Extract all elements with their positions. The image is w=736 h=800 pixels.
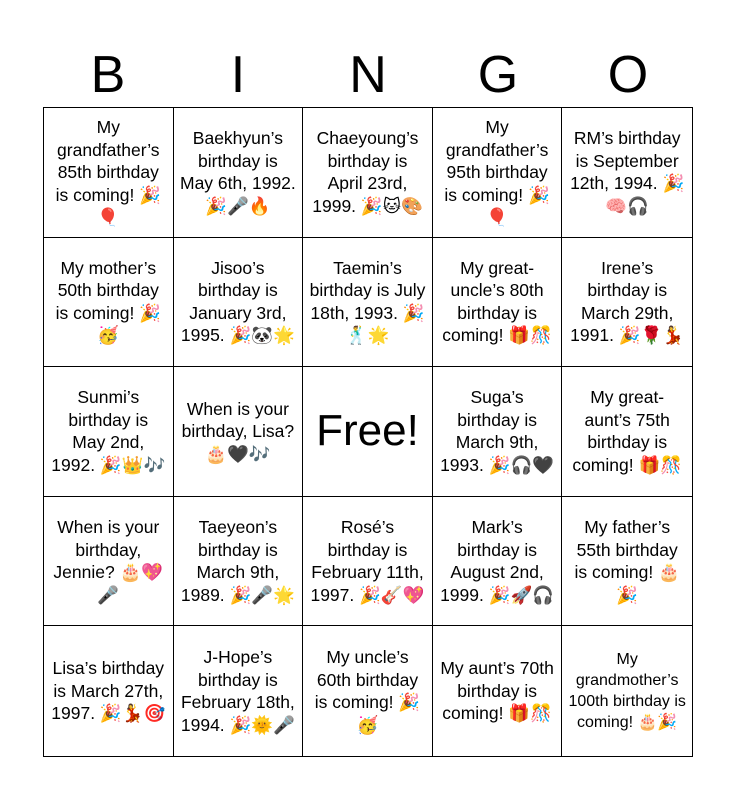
bingo-cell[interactable] bbox=[433, 626, 563, 756]
bingo-cell[interactable] bbox=[174, 497, 304, 627]
bingo-header bbox=[43, 40, 693, 110]
free-cell-text: Free! bbox=[316, 406, 419, 456]
bingo-cell[interactable] bbox=[44, 367, 174, 497]
bingo-cell[interactable] bbox=[174, 367, 304, 497]
bingo-cell[interactable] bbox=[433, 497, 563, 627]
cell-text: When is your birthday, Lisa? 🎂🖤🎶 bbox=[181, 398, 295, 464]
cell-text: Sunmi’s birthday is May 2nd, 1992. 🎉👑🎶 bbox=[51, 387, 166, 475]
cell-text: Jisoo’s birthday is January 3rd, 1995. 🎉🐼🌟 bbox=[180, 257, 295, 346]
bingo-cell[interactable] bbox=[303, 108, 433, 238]
cell-text: My aunt’s 70th birthday is coming! 🎁🎊 bbox=[440, 658, 554, 724]
bingo-cell[interactable] bbox=[174, 626, 304, 756]
header-letter-n: N bbox=[349, 46, 387, 104]
bingo-cell[interactable] bbox=[562, 367, 692, 497]
cell-text: Lisa’s birthday is March 27th, 1997. 🎉💃🎯 bbox=[51, 658, 166, 724]
cell-text: My grandfather’s 85th birthday is coming! 🎉🎈 bbox=[55, 117, 162, 228]
bingo-grid bbox=[43, 107, 693, 757]
cell-text: My mother’s 50th birthday is coming! 🎉🥳 bbox=[55, 257, 162, 346]
bingo-cell[interactable] bbox=[433, 367, 563, 497]
bingo-cell[interactable] bbox=[562, 497, 692, 627]
cell-text: Taemin’s birthday is July 18th, 1993. 🎉🕺🌟 bbox=[309, 257, 426, 346]
bingo-cell[interactable] bbox=[433, 108, 563, 238]
bingo-cell[interactable] bbox=[174, 238, 304, 368]
cell-text: My great-uncle’s 80th birthday is coming! 🎁🎊 bbox=[442, 257, 552, 346]
header-letter-b: B bbox=[90, 46, 126, 104]
bingo-cell[interactable] bbox=[562, 108, 692, 238]
free-cell[interactable] bbox=[303, 367, 433, 497]
cell-text: Irene’s birthday is March 29th, 1991. 🎉🌹💃 bbox=[570, 257, 685, 346]
cell-text: Suga’s birthday is March 9th, 1993. 🎉🎧🖤 bbox=[440, 387, 555, 475]
cell-text: When is your birthday, Jennie? 🎂💖🎤 bbox=[53, 517, 164, 605]
bingo-cell[interactable] bbox=[174, 108, 304, 238]
bingo-cell[interactable] bbox=[433, 238, 563, 368]
cell-text: My grandfather’s 95th birthday is coming! 🎉🎈 bbox=[444, 117, 550, 228]
bingo-cell[interactable] bbox=[303, 626, 433, 756]
bingo-cell[interactable] bbox=[44, 238, 174, 368]
bingo-cell[interactable] bbox=[44, 626, 174, 756]
cell-text: Taeyeon’s birthday is March 9th, 1989. 🎉🎤🌟 bbox=[180, 517, 295, 605]
bingo-cell[interactable] bbox=[562, 238, 692, 368]
header-letter-i: I bbox=[230, 46, 246, 104]
cell-text: Baekhyun’s birthday is May 6th, 1992. 🎉🎤🔥 bbox=[180, 128, 296, 216]
cell-text: My grandmother’s 100th birthday is coming! 🎂🎉 bbox=[568, 651, 686, 732]
cell-text: Rosé’s birthday is February 11th, 1997. 🎉🎸💖 bbox=[310, 517, 425, 605]
cell-text: My father’s 55th birthday is coming! 🎂🎉 bbox=[574, 517, 680, 605]
cell-text: RM’s birthday is September 12th, 1994. 🎉🧠🎧 bbox=[570, 128, 685, 216]
bingo-cell[interactable] bbox=[44, 108, 174, 238]
header-letter-o: O bbox=[607, 46, 649, 104]
bingo-cell[interactable] bbox=[303, 238, 433, 368]
cell-text: My uncle’s 60th birthday is coming! 🎉🥳 bbox=[314, 647, 421, 735]
bingo-cell[interactable] bbox=[44, 497, 174, 627]
header-letter-g: G bbox=[477, 46, 519, 104]
cell-text: Mark’s birthday is August 2nd, 1999. 🎉🚀🎧 bbox=[440, 517, 555, 605]
cell-text: Chaeyoung’s birthday is April 23rd, 1999. 🎉🐱🎨 bbox=[312, 128, 423, 216]
bingo-cell[interactable] bbox=[303, 497, 433, 627]
bingo-cell[interactable] bbox=[562, 626, 692, 756]
cell-text: My great-aunt’s 75th birthday is coming! 🎁🎊 bbox=[572, 387, 683, 475]
cell-text: J-Hope’s birthday is February 18th, 1994. 🎉🌞🎤 bbox=[180, 647, 295, 735]
